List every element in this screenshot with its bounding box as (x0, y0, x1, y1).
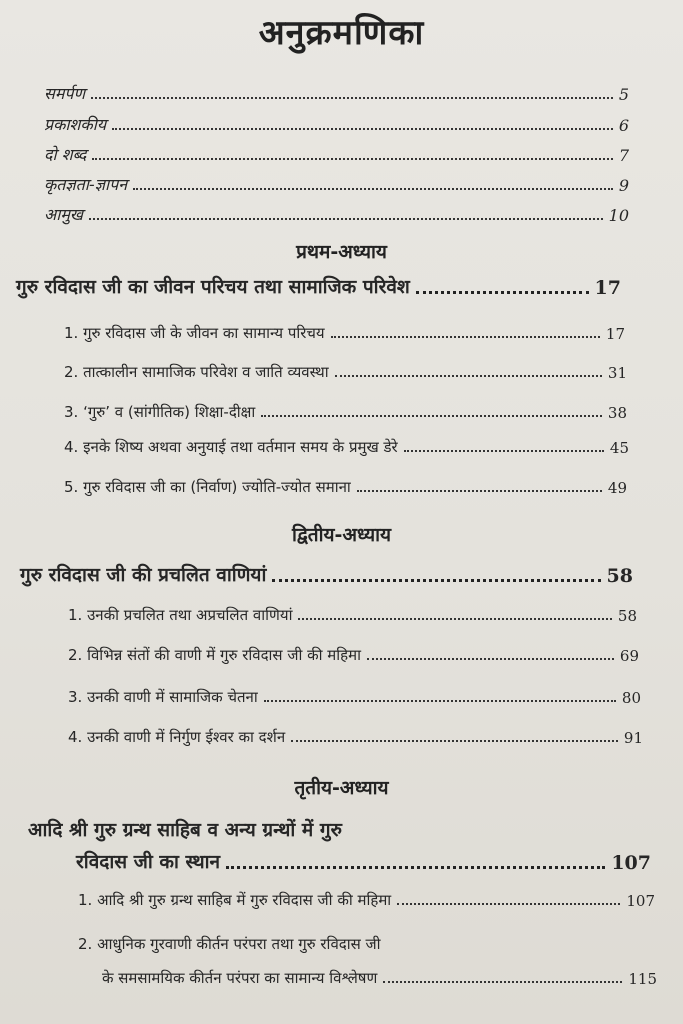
leader-dots (298, 618, 611, 620)
item-page: 45 (609, 439, 629, 457)
toc-entry-dedication (44, 82, 629, 104)
item-label: 4. इनके शिष्य अथवा अनुयाई तथा वर्तमान समय के प्रमुख डेरे (64, 438, 398, 456)
item-label: 3. ‘गुरु’ व (सांगीतिक) शिक्षा-दीक्षा (64, 403, 256, 421)
chapter-section-title (20, 561, 633, 587)
toc-item (64, 477, 627, 497)
section-label: गुरु रविदास जी का जीवन परिचय तथा सामाजिक परिवेश (16, 276, 410, 298)
toc-item (64, 437, 629, 457)
item-page: 58 (617, 607, 637, 625)
leader-dots (226, 866, 605, 869)
toc-entry-publisher-note (44, 113, 629, 135)
chapter-heading: प्रथम-अध्याय (296, 241, 387, 263)
item-label: 3. उनकी वाणी में सामाजिक चेतना (68, 688, 258, 706)
entry-page: 9 (618, 176, 629, 195)
toc-entry-preface (44, 203, 629, 225)
toc-item (64, 402, 627, 422)
leader-dots (112, 128, 613, 130)
section-label: रविदास जी का स्थान (76, 851, 221, 873)
toc-entry-two-words (44, 143, 629, 165)
toc-item (68, 645, 639, 665)
item-label: 1. गुरु रविदास जी के जीवन का सामान्य परिचय (64, 324, 325, 342)
toc-item (68, 727, 643, 747)
chapter-heading: तृतीय-अध्याय (294, 777, 389, 799)
toc-item (68, 605, 637, 625)
item-page: 80 (621, 689, 641, 707)
item-page: 49 (607, 479, 627, 497)
leader-dots (92, 158, 612, 160)
toc-item-line1: 2. आधुनिक गुरवाणी कीर्तन परंपरा तथा गुरु रविदास जी (78, 935, 381, 953)
entry-label: आमुख (44, 205, 84, 224)
section-page: 17 (594, 277, 621, 299)
leader-dots (357, 490, 602, 492)
leader-dots (133, 188, 613, 190)
item-page: 91 (623, 729, 643, 747)
item-label: 2. तात्कालीन सामाजिक परिवेश व जाति व्यवस्था (64, 363, 329, 381)
leader-dots (89, 218, 603, 220)
leader-dots (397, 903, 620, 905)
chapter-section-title (76, 848, 651, 874)
leader-dots (264, 700, 616, 702)
toc-item (102, 968, 657, 988)
item-label: 2. विभिन्न संतों की वाणी में गुरु रविदास जी की महिमा (68, 646, 361, 664)
leader-dots (272, 579, 600, 582)
chapter-heading: द्वितीय-अध्याय (291, 524, 392, 546)
leader-dots (404, 450, 604, 452)
section-page: 107 (611, 852, 651, 874)
item-label: 5. गुरु रविदास जी का (निर्वाण) ज्योति-ज्योत समाना (64, 478, 351, 496)
entry-label: कृतज्ञता-ज्ञापन (44, 175, 128, 194)
item-page: 69 (619, 647, 639, 665)
item-page: 17 (605, 325, 625, 343)
item-page: 31 (607, 364, 627, 382)
toc-item (64, 323, 625, 343)
chapter-section-title (16, 273, 621, 299)
section-page: 58 (606, 565, 633, 587)
leader-dots (331, 336, 600, 338)
section-label: गुरु रविदास जी की प्रचलित वाणियां (20, 564, 267, 586)
entry-label: दो शब्द (44, 145, 87, 164)
leader-dots (416, 291, 589, 294)
leader-dots (291, 740, 618, 742)
entry-page: 6 (618, 116, 629, 135)
toc-item (68, 687, 641, 707)
item-label: के समसामयिक कीर्तन परंपरा का सामान्य विश्लेषण (102, 969, 378, 987)
item-page: 107 (626, 892, 655, 910)
entry-page: 7 (618, 146, 629, 165)
page-title: अनुक्रमणिका (258, 13, 425, 53)
entry-label: प्रकाशकीय (44, 115, 107, 134)
leader-dots (91, 97, 613, 99)
leader-dots (261, 415, 602, 417)
item-label: 1. उनकी प्रचलित तथा अप्रचलित वाणियां (68, 606, 293, 624)
chapter-section-title-line1: आदि श्री गुरु ग्रन्थ साहिब व अन्य ग्रन्थों में गुरु (28, 819, 342, 841)
item-page: 115 (628, 970, 657, 988)
item-label: 1. आदि श्री गुरु ग्रन्थ साहिब में गुरु रविदास जी की महिमा (78, 891, 392, 909)
item-label: 4. उनकी वाणी में निर्गुण ईश्वर का दर्शन (68, 728, 286, 746)
leader-dots (383, 981, 622, 983)
leader-dots (367, 658, 614, 660)
entry-page: 5 (618, 85, 629, 104)
toc-item (64, 362, 627, 382)
item-page: 38 (607, 404, 627, 422)
toc-item (78, 890, 655, 910)
entry-page: 10 (608, 206, 629, 225)
leader-dots (335, 375, 602, 377)
entry-label: समर्पण (44, 84, 86, 103)
toc-entry-acknowledgement (44, 173, 629, 195)
